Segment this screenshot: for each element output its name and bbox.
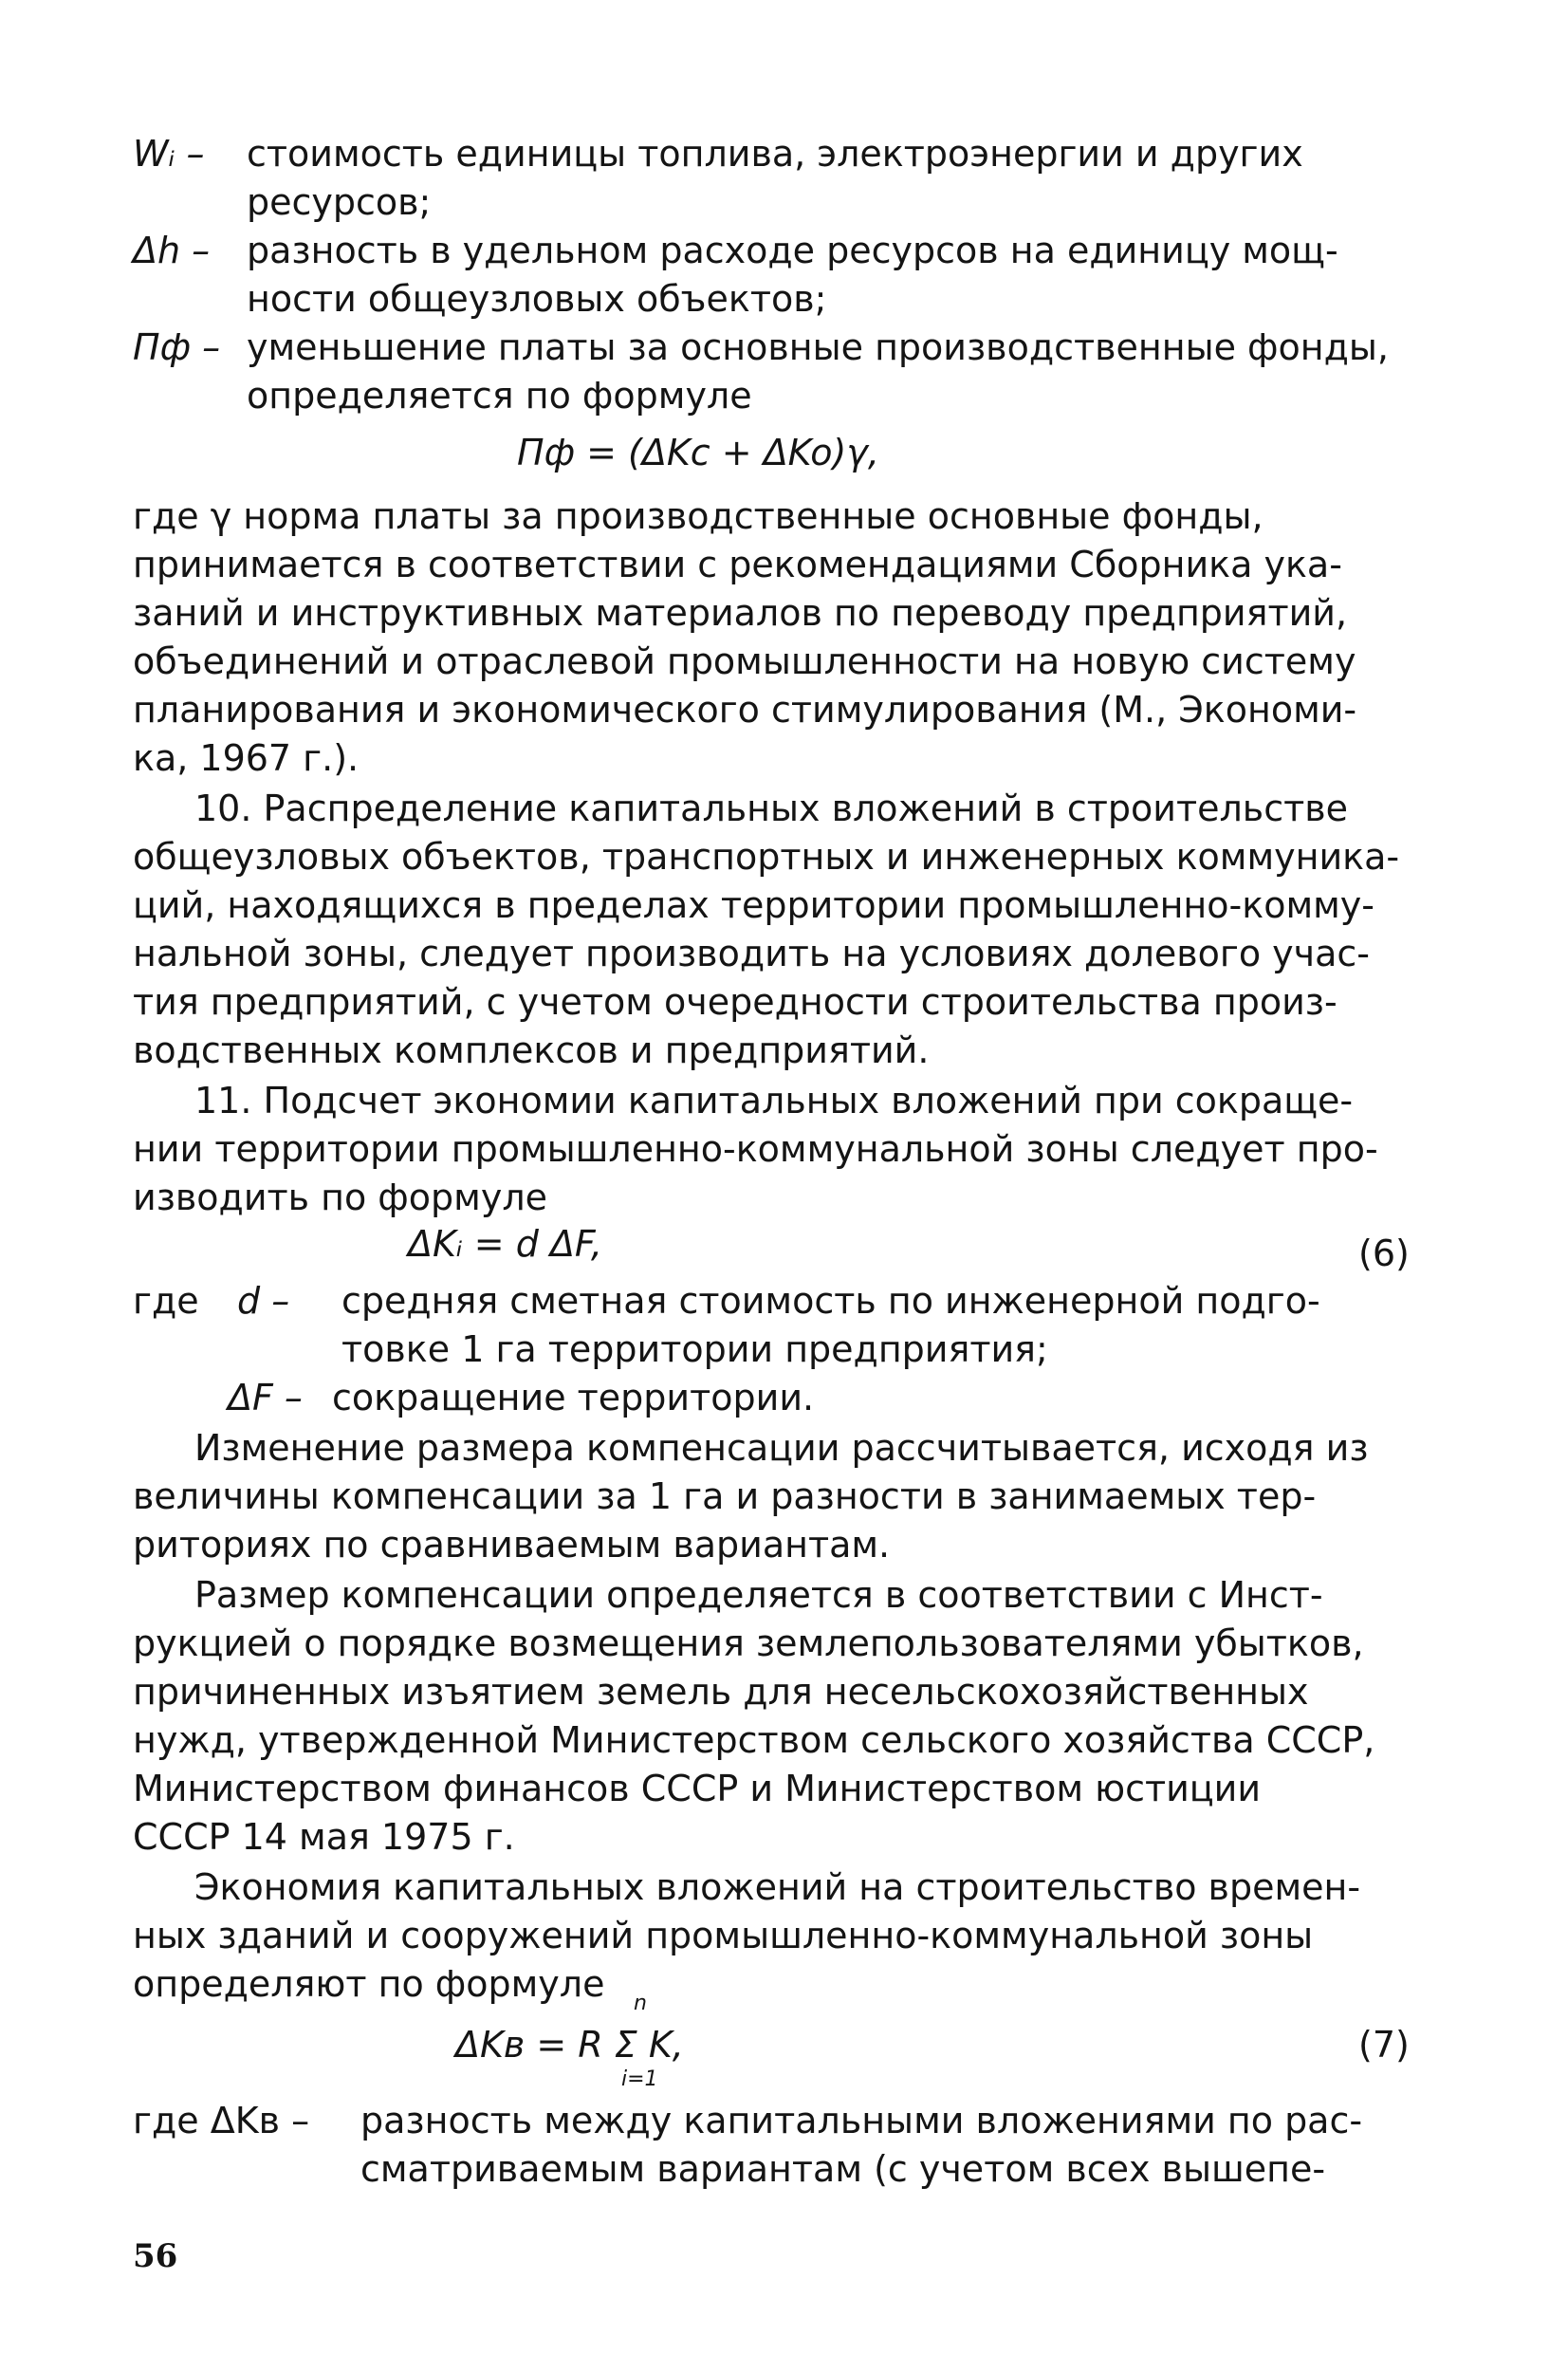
para-temp-line-3: определяют по формуле [133, 1963, 605, 2005]
para-size-line-2: рукцией о порядке возмещения землепользователями убытков, [133, 1622, 1364, 1664]
where-6-prefix: где [133, 1280, 199, 1322]
symbol-pf: Пф – [133, 326, 221, 368]
symbol-wi: Wᵢ – [133, 133, 205, 175]
symbol-dh: Δh – [133, 230, 211, 271]
symbol-d: d – [237, 1280, 290, 1322]
para-temp-line-1: Экономия капитальных вложений на строительство времен- [194, 1866, 1361, 1908]
equation-number-6: (6) [1358, 1233, 1410, 1274]
def-pf-line-2: определяется по формуле [247, 375, 752, 417]
para-10-line-5: тия предприятий, с учетом очередности строительства произ- [133, 981, 1337, 1023]
para-11-line-3: изводить по формуле [133, 1177, 547, 1218]
def-pf-line-1: уменьшение платы за основные производственные фонды, [247, 326, 1389, 368]
where-6-f-text: сокращение территории. [332, 1377, 815, 1418]
para-11-line-1: 11. Подсчет экономии капитальных вложений при сокраще- [194, 1080, 1354, 1121]
symbol-delta-f: ΔF – [228, 1377, 303, 1418]
para-size-line-5: Министерством финансов СССР и Министерством юстиции [133, 1768, 1262, 1809]
para-11-line-2: нии территории промышленно-коммунальной зоны следует про- [133, 1128, 1378, 1170]
para-change-line-2: величины компенсации за 1 га и разности в занимаемых тер- [133, 1475, 1317, 1517]
para-norm-line-2: принимается в соответствии с рекомендациями Сборника ука- [133, 544, 1342, 585]
formula-pf: Пф = (ΔKc + ΔKo)γ, [517, 432, 879, 473]
para-size-line-3: причиненных изъятием земель для несельскохозяйственных [133, 1671, 1309, 1713]
para-norm-line-1: где γ норма платы за производственные основные фонды, [133, 495, 1264, 537]
formula-7: ΔKв = R Σ K, [455, 2024, 684, 2066]
para-10-line-2: общеузловых объектов, транспортных и инженерных коммуника- [133, 836, 1400, 878]
para-change-line-3: риториях по сравниваемым вариантам. [133, 1524, 891, 1566]
para-norm-line-6: ка, 1967 г.). [133, 737, 360, 779]
page-number: 56 [133, 2237, 178, 2275]
para-norm-line-3: заний и инструктивных материалов по переводу предприятий, [133, 592, 1348, 634]
where-7-prefix: где ΔKв – [133, 2100, 310, 2141]
formula-6: ΔKᵢ = d ΔF, [408, 1223, 602, 1265]
para-size-line-4: нужд, утвержденной Министерством сельского хозяйства СССР, [133, 1719, 1375, 1761]
formula-7-sum-lower: i=1 [621, 2067, 658, 2091]
def-wi-line-2: ресурсов; [247, 181, 432, 223]
para-size-line-6: СССР 14 мая 1975 г. [133, 1816, 515, 1858]
where-7-line-2: сматриваемым вариантам (с учетом всех вышепе- [360, 2148, 1326, 2190]
where-6-d-line-1: средняя сметная стоимость по инженерной подго- [341, 1280, 1320, 1322]
para-change-line-1: Изменение размера компенсации рассчитывается, исходя из [194, 1427, 1369, 1469]
para-10-line-3: ций, находящихся в пределах территории промышленно-комму- [133, 884, 1374, 926]
def-dh-line-1: разность в удельном расходе ресурсов на единицу мощ- [247, 230, 1338, 271]
para-norm-line-4: объединений и отраслевой промышленности на новую систему [133, 640, 1356, 682]
def-wi-line-1: стоимость единицы топлива, электроэнергии и других [247, 133, 1303, 175]
equation-number-7: (7) [1358, 2024, 1410, 2066]
where-7-line-1: разность между капитальными вложениями по рас- [360, 2100, 1363, 2141]
para-10-line-1: 10. Распределение капитальных вложений в строительстве [194, 788, 1348, 829]
where-6-d-line-2: товке 1 га территории предприятия; [341, 1328, 1048, 1370]
para-norm-line-5: планирования и экономического стимулирования (М., Экономи- [133, 689, 1357, 731]
para-10-line-6: водственных комплексов и предприятий. [133, 1029, 930, 1071]
para-temp-line-2: ных зданий и сооружений промышленно-коммунальной зоны [133, 1915, 1314, 1956]
para-size-line-1: Размер компенсации определяется в соответствии с Инст- [194, 1574, 1323, 1616]
para-10-line-4: нальной зоны, следует производить на условиях долевого учас- [133, 933, 1371, 974]
def-dh-line-2: ности общеузловых объектов; [247, 278, 827, 320]
formula-7-sum-upper: n [634, 1992, 647, 2015]
